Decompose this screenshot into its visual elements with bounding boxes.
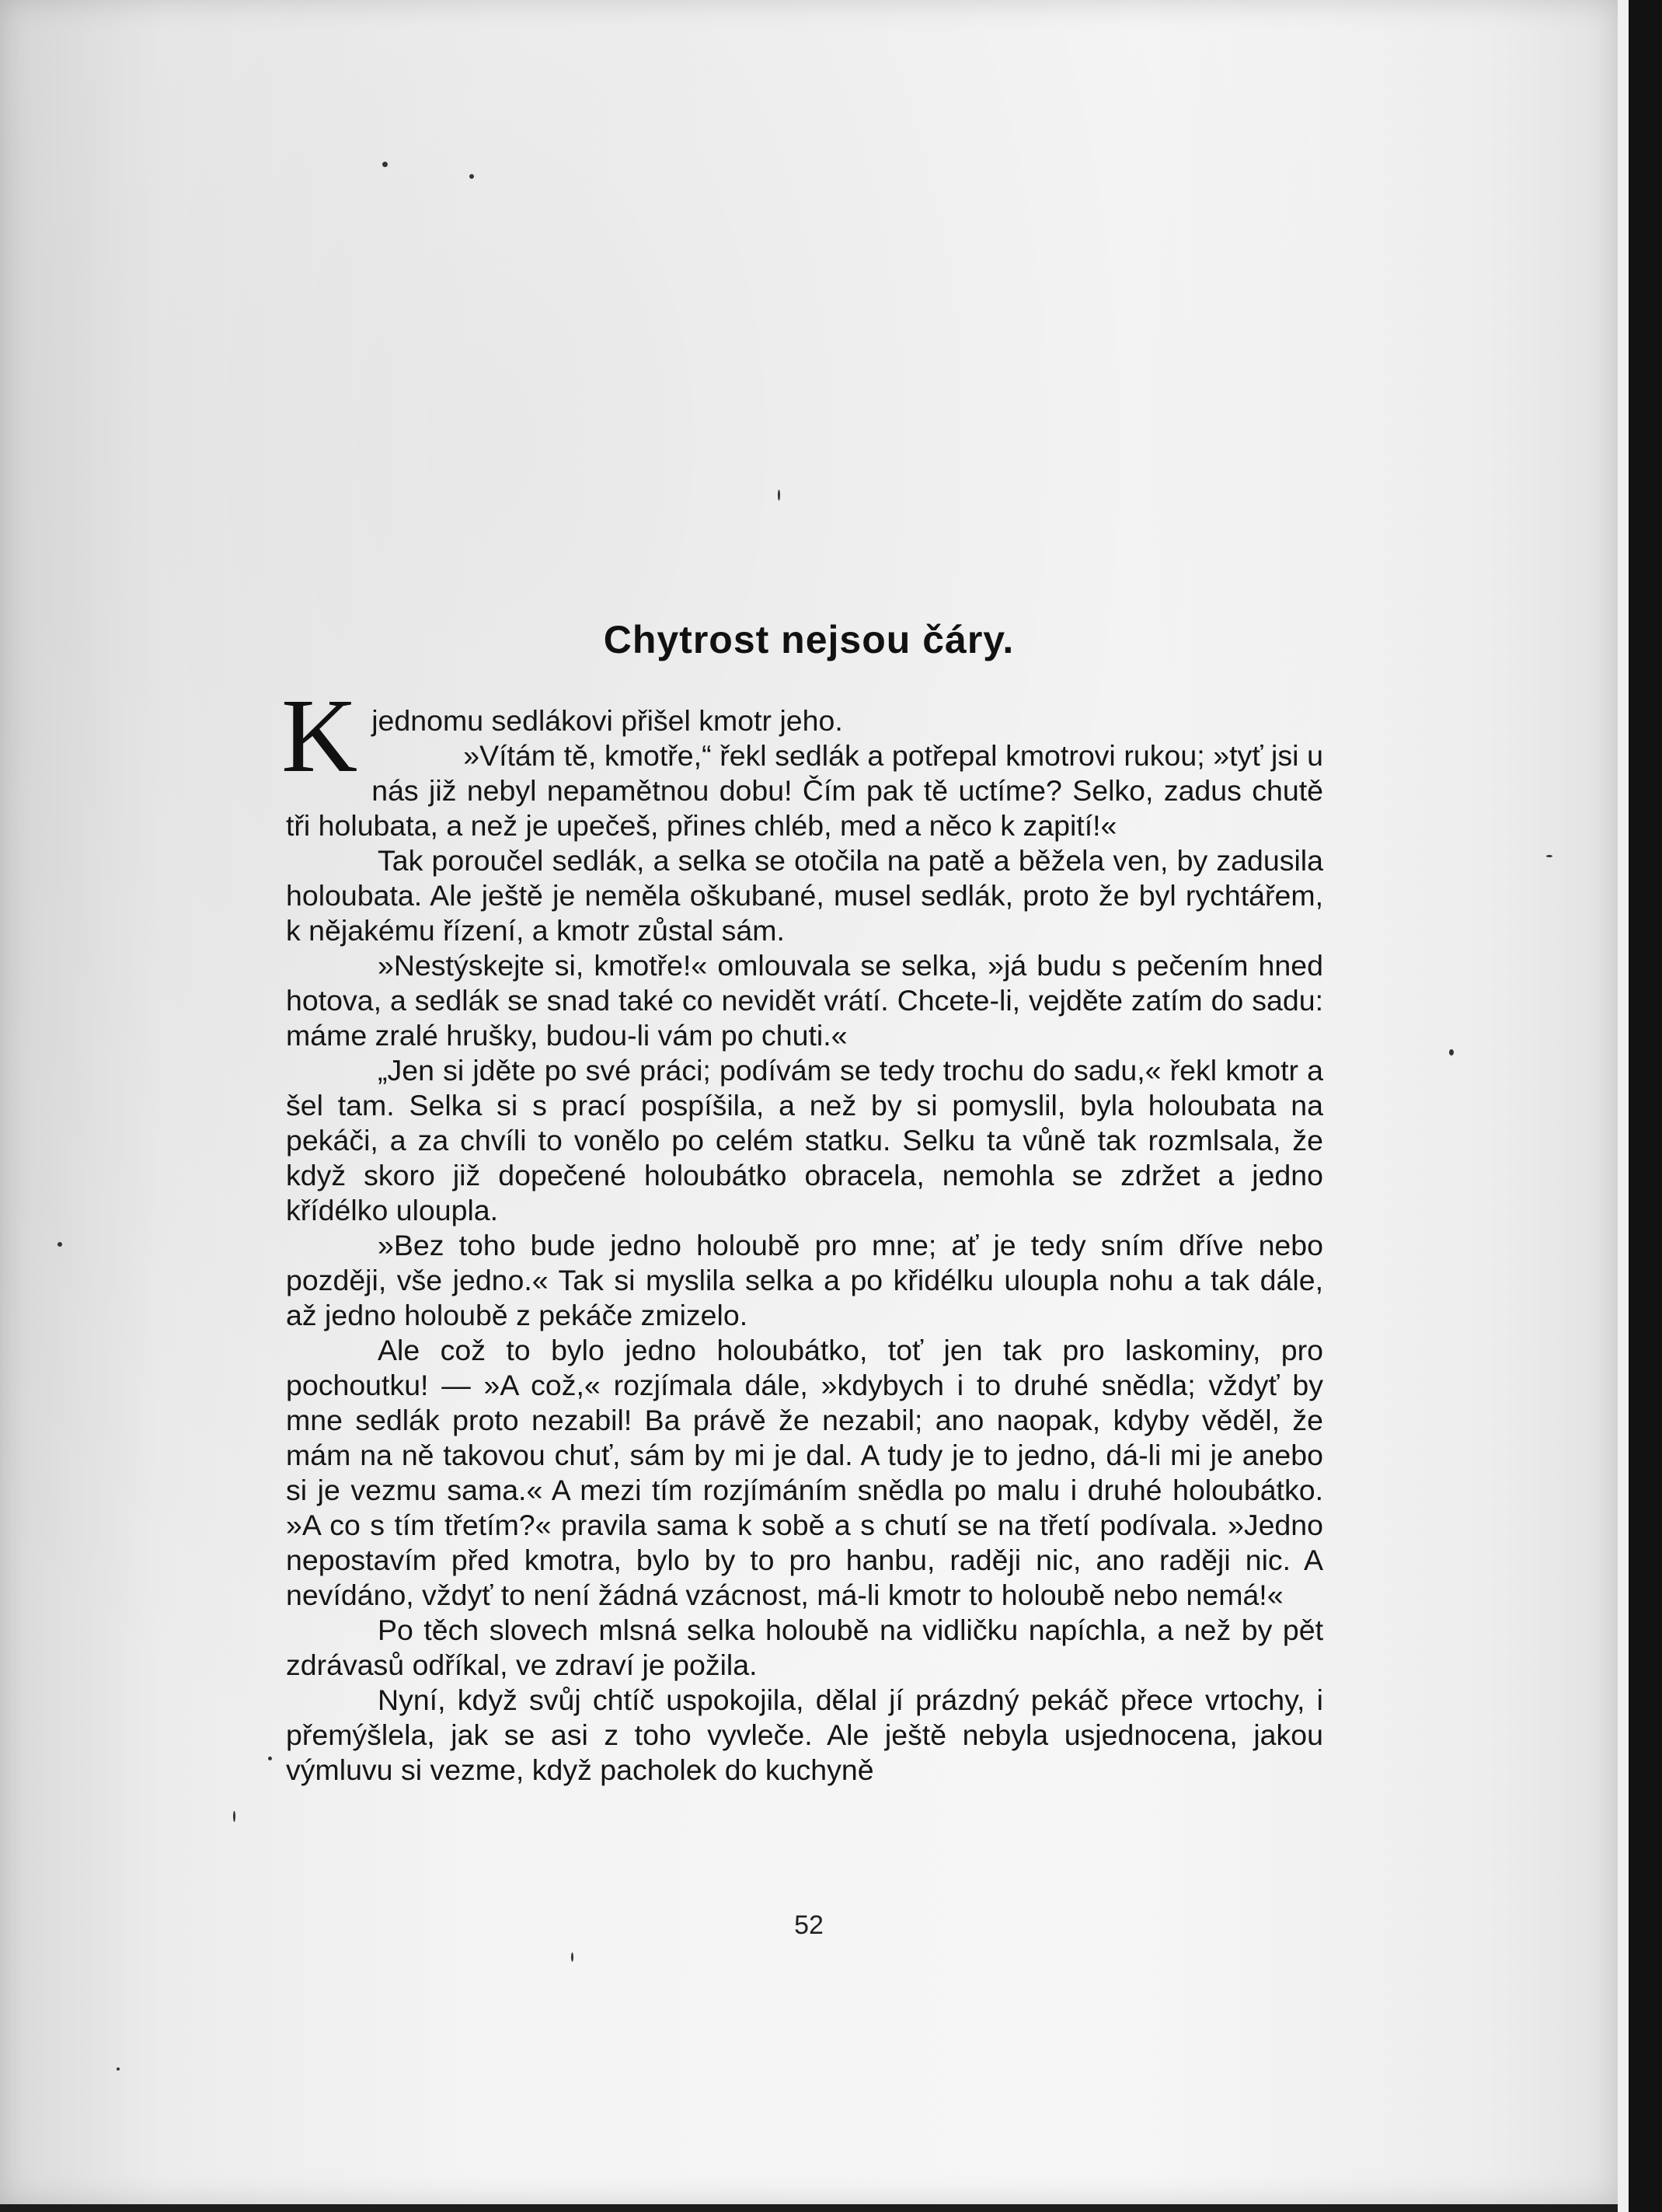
dust-speck [382, 162, 388, 167]
dust-speck [117, 2067, 120, 2071]
binding-edge-dark [1629, 0, 1662, 2212]
body-text [281, 678, 1323, 1788]
dust-speck [233, 1811, 235, 1822]
paragraph: Tak poroučel sedlák, a selka se otočila na patě a běžela ven, by zadusila holoubata. Ale ještě je neměla oškubané, musel sedlák, proto že byl rychtářem, k nějakému řízení, a kmotr zůstal sám. [286, 844, 1323, 947]
dust-speck [57, 1242, 62, 1247]
drop-cap: K [281, 678, 358, 794]
page-number: 52 [794, 1910, 824, 1940]
paragraph: »Nestýskejte si, kmotře!« omlouvala se selka, »já budu s pečením hned hotova, a sedlák se snad také co nevidět vrátí. Chcete-li, vejděte zatím do sadu: máme zralé hrušky, budou-li vám po chuti.« [286, 949, 1323, 1052]
dust-speck [778, 490, 780, 501]
dust-speck [1546, 855, 1552, 857]
dust-speck [469, 174, 474, 179]
binding-edge-light [1618, 0, 1629, 2212]
paragraph-lead: jednomu sedlákovi přišel kmotr jeho. [371, 704, 843, 737]
dust-speck [268, 1757, 272, 1760]
paragraph: „Jen si jděte po své práci; podívám se tedy trochu do sadu,« řekl kmotr a šel tam. Selka si s prací pospíšila, a než by si pomyslil, byla holoubata na pekáči, a za chvíli to vonělo po celém statku. Selku ta vůně tak rozmlsala, že když skoro již dopečené holoubátko obracela, nemohla se zdržet a jedno křídélko uloupla. [286, 1054, 1323, 1226]
paragraph: »Bez toho bude jedno holoubě pro mne; ať je tedy sním dříve nebo později, vše jedno.« Tak si myslila selka a po křidélku uloupla nohu a tak dále, až jedno holoubě z pekáče zmizelo. [286, 1229, 1323, 1331]
paragraph: Ale což to bylo jedno holoubátko, toť jen tak pro laskominy, pro pochoutku! — »A což,« rozjímala dále, »kdybych i to druhé snědla; vždyť by mne sedlák proto nezabil! Ba právě že nezabil; ano naopak, kdyby věděl, že mám na ně takovou chuť, sám by mi je dal. A tudy je to jedno, dá-li mi je anebo si je vezmu sama.« A mezi tím rozjímáním snědla po malu i druhé holoubátko. »A co s tím třetím?« pravila sama k sobě a s chutí se na třetí podívala. »Jedno nepostavím před kmotra, bylo by to pro hanbu, raději nic, ano raději nic. A nevídáno, vždyť to není žádná vzácnost, má-li kmotr to holoubě nebo nemá!« [286, 1334, 1323, 1611]
dust-speck [571, 1952, 573, 1962]
paragraph: Po těch slovech mlsná selka holoubě na vidličku napíchla, a než by pět zdrávasů odříkal, ve zdraví je požila. [286, 1614, 1323, 1681]
paragraph: »Vítám tě, kmotře,“ řekl sedlák a potřepal kmotrovi rukou; »tyť jsi u nás již nebyl nepamětnou dobu! Čím pak tě uctíme? Selko, zadus chutě tři holubata, a než je upečeš, přines chléb, med a něco k zapití!« [286, 739, 1323, 842]
page-title: Chytrost nejsou čáry. [603, 617, 1015, 661]
dust-speck [1449, 1049, 1454, 1055]
paragraph: Nyní, když svůj chtíč uspokojila, dělal jí prázdný pekáč přece vrtochy, i přemýšlela, jak se asi z toho vyvleče. Ale ještě nebyla usjednocena, jakou výmluvu si vezme, když pacholek do kuchyně [286, 1683, 1323, 1786]
